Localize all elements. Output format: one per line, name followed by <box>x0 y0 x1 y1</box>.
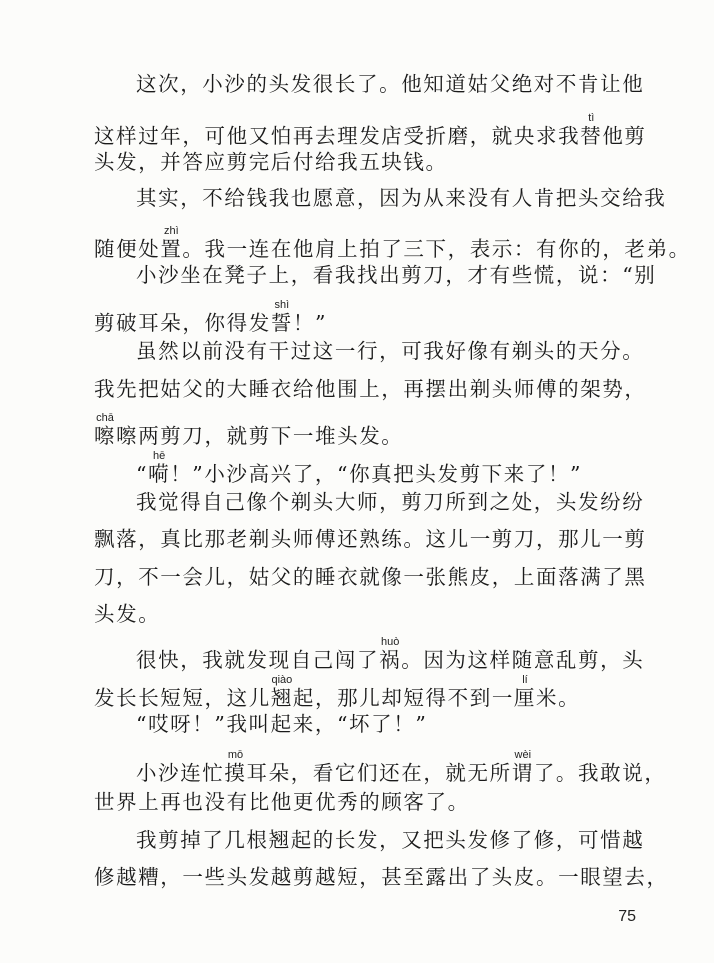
text-run: 。我一连在他肩上拍了三下，表示：有你的，老弟。 <box>182 237 691 261</box>
annotated-character-base: 嚓 <box>94 424 117 448</box>
text-line <box>0 412 714 448</box>
text-run: 起，那儿却短得不到一 <box>292 686 514 710</box>
text-line <box>0 865 714 889</box>
text-line <box>0 828 714 852</box>
annotated-character <box>94 412 117 448</box>
pinyin-annotation: chā <box>94 412 117 424</box>
text-line <box>0 150 714 174</box>
annotated-character-base: 置 <box>160 237 183 261</box>
text-run: 剪破耳朵，你得发 <box>94 311 271 335</box>
text-run: ！”小沙高兴了，“你真把头发剪下来了！” <box>170 462 583 486</box>
pinyin-annotation: qiào <box>270 674 293 686</box>
annotated-character <box>270 299 293 335</box>
text-line <box>0 299 714 335</box>
text-line <box>0 450 714 486</box>
pinyin-annotation: huò <box>379 636 402 648</box>
annotated-character-base: 摸 <box>224 761 247 785</box>
text-run: 小沙坐在凳子上，看我找出剪刀，才有些慌，说：“别 <box>136 263 657 287</box>
text-run: 嚓两剪刀，就剪下一堆头发。 <box>116 424 404 448</box>
text-line <box>0 674 714 710</box>
annotated-character-base: 厘 <box>513 686 537 710</box>
text-run: 了。我敢说， <box>533 761 667 785</box>
annotated-character <box>580 112 603 148</box>
text-line <box>0 377 714 401</box>
text-run: 飘落，真比那老剃头师傅还熟练。这儿一剪刀，那儿一剪 <box>94 527 647 551</box>
annotated-character <box>160 225 183 261</box>
annotated-character <box>379 636 402 672</box>
text-line <box>0 602 714 626</box>
annotated-character-base: 谓 <box>511 761 534 785</box>
annotated-character <box>511 749 534 785</box>
text-run: ！” <box>292 311 328 335</box>
text-line <box>0 527 714 551</box>
text-line <box>0 263 714 287</box>
annotated-character <box>148 450 171 486</box>
text-run: 小沙连忙 <box>136 761 225 785</box>
pinyin-annotation: shì <box>270 299 293 311</box>
text-line <box>0 749 714 785</box>
text-line <box>0 112 714 148</box>
text-line <box>0 339 714 363</box>
text-run: 其实，不给钱我也愿意，因为从来没有人肯把头交给我 <box>136 186 667 210</box>
pinyin-annotation: wèi <box>511 749 534 761</box>
annotated-character-base: 祸 <box>379 648 402 672</box>
text-run: 米。 <box>536 686 581 710</box>
text-run: “哎呀！”我叫起来，“坏了！” <box>136 712 428 736</box>
pinyin-annotation: mō <box>224 749 247 761</box>
text-line <box>0 790 714 814</box>
text-run: 他剪 <box>602 124 647 148</box>
text-run: 虽然以前没有干过这一行，可我好像有剃头的天分。 <box>136 339 645 363</box>
text-line <box>0 712 714 736</box>
text-run: 我剪掉了几根翘起的长发，又把头发修了修，可惜越 <box>136 828 645 852</box>
text-line <box>0 72 714 96</box>
page-number: 75 <box>618 908 636 925</box>
text-run: 耳朵，看它们还在，就无所 <box>246 761 512 785</box>
annotated-character <box>270 674 293 710</box>
text-run: 我先把姑父的大睡衣给他围上，再摆出剃头师傅的架势， <box>94 377 647 401</box>
text-run: 这样过年，可他又怕再去理发店受折磨，就央求我 <box>94 124 581 148</box>
annotated-character <box>513 674 537 710</box>
text-line <box>0 186 714 210</box>
text-line <box>0 636 714 672</box>
text-run: 很快，我就发现自己闯了 <box>136 648 380 672</box>
text-run: 我觉得自己像个剃头大师，剪刀所到之处，头发纷纷 <box>136 490 645 514</box>
text-run: 随便处 <box>94 237 161 261</box>
annotated-character-base: 誓 <box>270 311 293 335</box>
annotated-character-base: 嗬 <box>148 462 171 486</box>
pinyin-annotation: tì <box>580 112 603 124</box>
text-run: 头发。 <box>94 602 161 626</box>
text-line <box>0 490 714 514</box>
annotated-character-base: 翘 <box>270 686 293 710</box>
text-line <box>0 565 714 589</box>
text-line <box>0 225 714 261</box>
pinyin-annotation: hē <box>148 450 171 462</box>
annotated-character <box>224 749 247 785</box>
pinyin-annotation: zhì <box>160 225 183 237</box>
annotated-character-base: 替 <box>580 124 603 148</box>
text-run: 这次，小沙的头发很长了。他知道姑父绝对不肯让他 <box>136 72 645 96</box>
text-run: 刀，不一会儿，姑父的睡衣就像一张熊皮，上面落满了黑 <box>94 565 647 589</box>
pinyin-annotation: lí <box>513 674 537 686</box>
text-run: 世界上再也没有比他更优秀的顾客了。 <box>94 790 470 814</box>
text-run: 。因为这样随意乱剪，头 <box>401 648 645 672</box>
text-run: 修越糟，一些头发越剪越短，甚至露出了头皮。一眼望去， <box>94 865 669 889</box>
text-run: 发长长短短，这儿 <box>94 686 271 710</box>
text-run: 头发，并答应剪完后付给我五块钱。 <box>94 150 448 174</box>
text-run: “ <box>136 462 149 486</box>
